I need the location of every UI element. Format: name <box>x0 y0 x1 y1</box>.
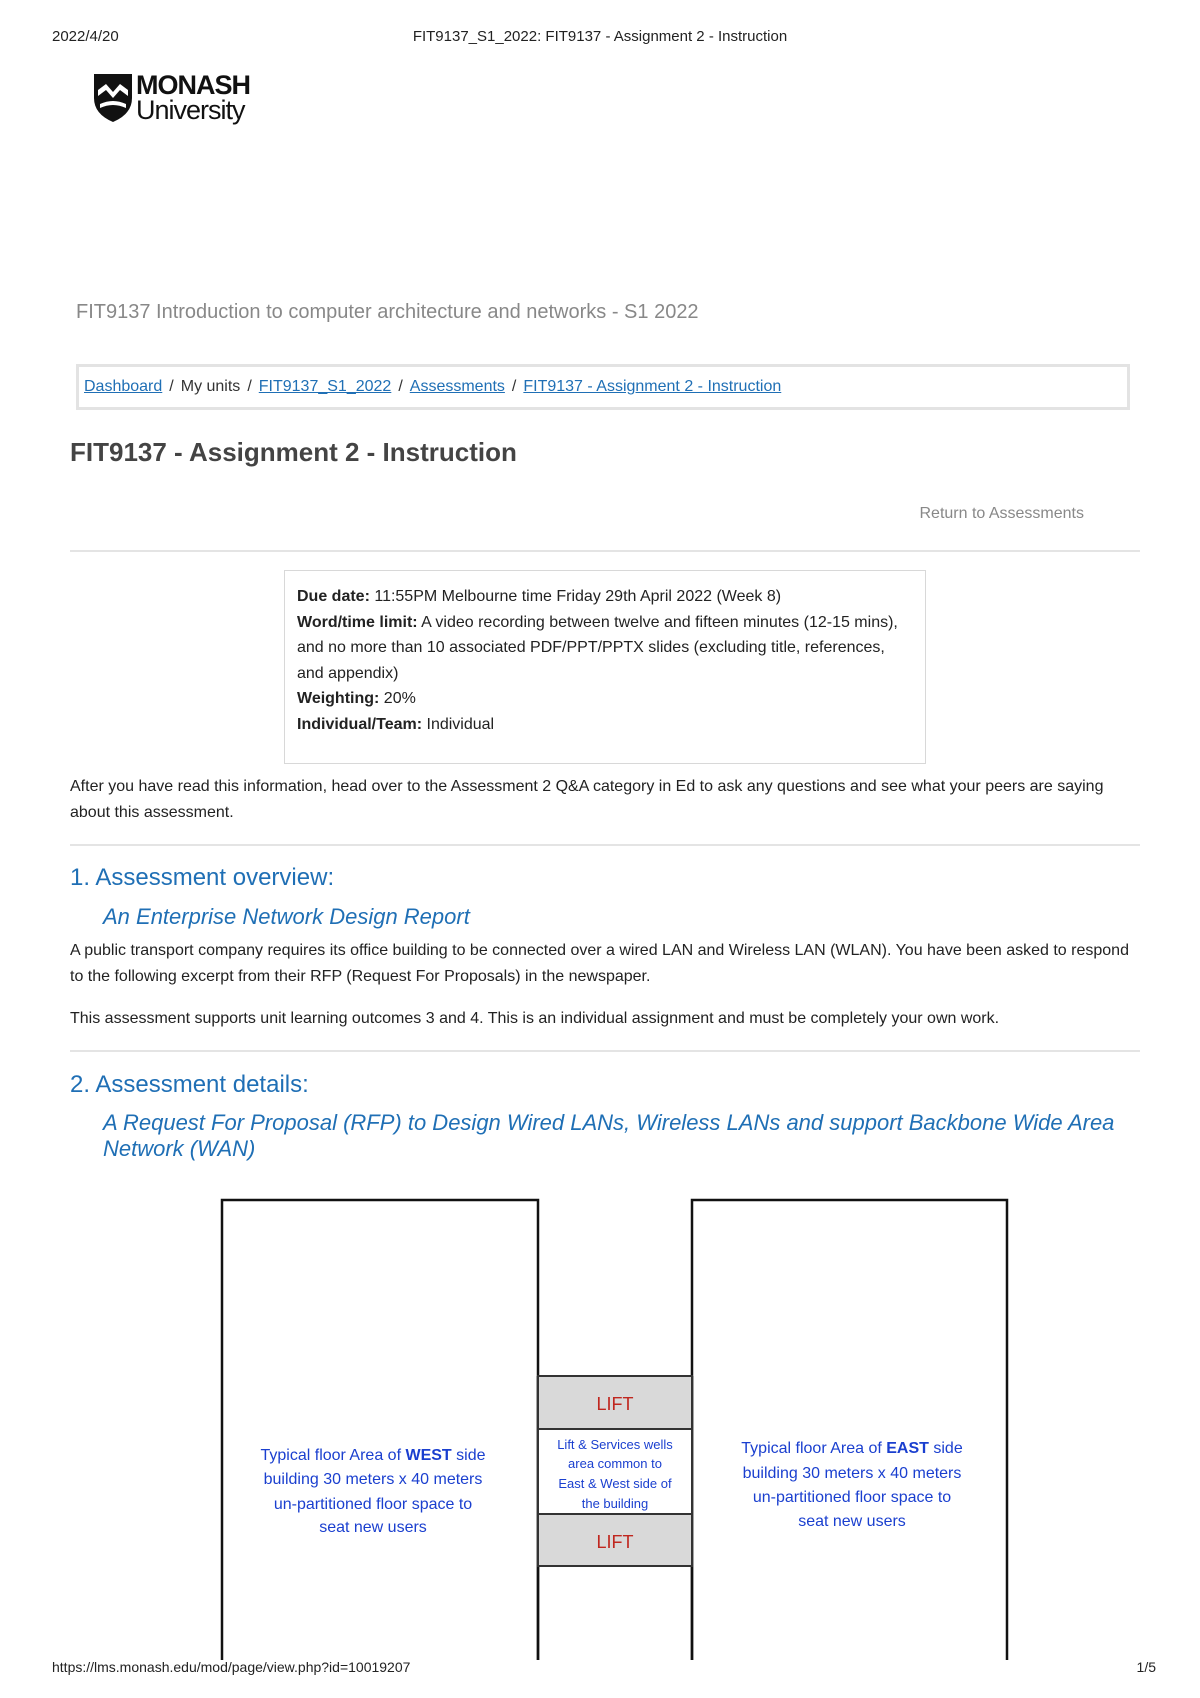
east-label-line4: seat new users <box>798 1513 906 1530</box>
services-label-line1: Lift & Services wells <box>557 1437 673 1452</box>
team-value: Individual <box>422 715 495 733</box>
west-label-line1-c: side <box>451 1447 486 1464</box>
lift-bottom-label: LIFT <box>596 1532 634 1552</box>
divider <box>70 1050 1140 1052</box>
breadcrumb-my-units: My units <box>180 378 241 395</box>
section2-heading: 2. Assessment details: <box>70 1071 309 1098</box>
section2-subheading: A Request For Proposal (RFP) to Design Wired LANs, Wireless LANs and support Backbone Wide Area Network (WAN) <box>103 1110 1115 1161</box>
word-limit-label: Word/time limit: <box>297 613 418 631</box>
section1-subheading: An Enterprise Network Design Report <box>103 904 470 929</box>
breadcrumb <box>76 364 1130 410</box>
section1-paragraph-1: A public transport company requires its office building to be connected over a wired LAN and Wireless LAN (WLAN). You have been asked to respond to the following excerpt from their RFP (Request For Proposals) in the newspaper. <box>70 942 1129 985</box>
services-label-line3: East & West side of <box>558 1476 672 1491</box>
section1-paragraph-2: This assessment supports unit learning outcomes 3 and 4. This is an individual assignment and must be completely your own work. <box>70 1010 1000 1027</box>
east-label-line1 <box>741 1440 963 1457</box>
breadcrumb-separator: / <box>398 378 403 395</box>
section1-heading: 1. Assessment overview: <box>70 864 335 891</box>
logo-text-university: University <box>136 95 245 125</box>
west-label-line4: seat new users <box>319 1519 427 1536</box>
print-header <box>0 28 1200 48</box>
team-line <box>297 712 913 738</box>
breadcrumb-separator: / <box>169 378 174 395</box>
breadcrumb-dashboard[interactable]: Dashboard <box>84 378 163 395</box>
word-limit-line <box>297 610 913 687</box>
assessment-info-box <box>284 570 926 764</box>
east-label-line1-c: side <box>928 1440 963 1457</box>
monash-logo[interactable] <box>92 70 272 126</box>
weighting-line <box>297 686 913 712</box>
east-label-line2: building 30 meters x 40 meters <box>742 1465 962 1482</box>
breadcrumb-assessments[interactable]: Assessments <box>409 378 505 395</box>
lift-top-label: LIFT <box>596 1394 634 1414</box>
weighting-value: 20% <box>379 690 416 707</box>
divider <box>70 844 1140 846</box>
print-date: 2022/4/20 <box>52 28 119 45</box>
shield-icon <box>92 72 134 124</box>
due-date-value: 11:55PM Melbourne time Friday 29th April 2022 (Week 8) <box>369 588 782 605</box>
breadcrumb-current-page[interactable]: FIT9137 - Assignment 2 - Instruction <box>523 378 782 395</box>
east-label-line3: un-partitioned floor space to <box>752 1489 952 1506</box>
word-limit-value: A video recording between twelve and fifteen minutes (12-15 mins), and no more than 10 associated PDF/PPT/PPTX slides (excluding title, references, and appendix) <box>297 613 898 682</box>
floor-plan-diagram <box>220 1198 1020 1660</box>
team-label: Individual/Team: <box>297 715 423 733</box>
divider <box>70 550 1140 552</box>
west-label-line1-a: Typical floor Area of <box>260 1447 406 1464</box>
page-title: FIT9137 - Assignment 2 - Instruction <box>70 437 517 467</box>
due-date-line <box>297 584 913 610</box>
breadcrumb-unit[interactable]: FIT9137_S1_2022 <box>258 378 392 395</box>
weighting-label: Weighting: <box>297 690 380 707</box>
east-label-line1-a: Typical floor Area of <box>741 1440 887 1457</box>
breadcrumb-separator: / <box>511 378 517 395</box>
print-page-title: FIT9137_S1_2022: FIT9137 - Assignment 2 - Instruction <box>412 28 788 45</box>
west-building-outline <box>222 1200 538 1660</box>
west-label-line1-b: WEST <box>405 1447 452 1464</box>
unit-title: FIT9137 Introduction to computer architecture and networks - S1 2022 <box>76 301 699 323</box>
print-url: https://lms.monash.edu/mod/page/view.php?id=10019207 <box>52 1659 411 1675</box>
services-label-line4: the building <box>581 1496 649 1511</box>
print-page-number: 1/5 <box>1136 1659 1156 1675</box>
services-label-line2: area common to <box>568 1456 662 1471</box>
return-to-assessments-link[interactable]: Return to Assessments <box>919 505 1084 522</box>
logo-text-monash: MONASH <box>136 70 250 100</box>
intro-paragraph: After you have read this information, head over to the Assessment 2 Q&A category in Ed to ask any questions and see what your peers are saying about this assessment. <box>70 778 1104 821</box>
east-label-line1-b: EAST <box>886 1440 929 1457</box>
east-building-outline <box>692 1200 1007 1660</box>
due-date-label: Due date: <box>297 588 370 605</box>
breadcrumb-separator: / <box>247 378 252 395</box>
west-label-line2: building 30 meters x 40 meters <box>263 1471 483 1488</box>
west-label-line3: un-partitioned floor space to <box>273 1496 473 1513</box>
west-label-line1 <box>261 1447 486 1464</box>
